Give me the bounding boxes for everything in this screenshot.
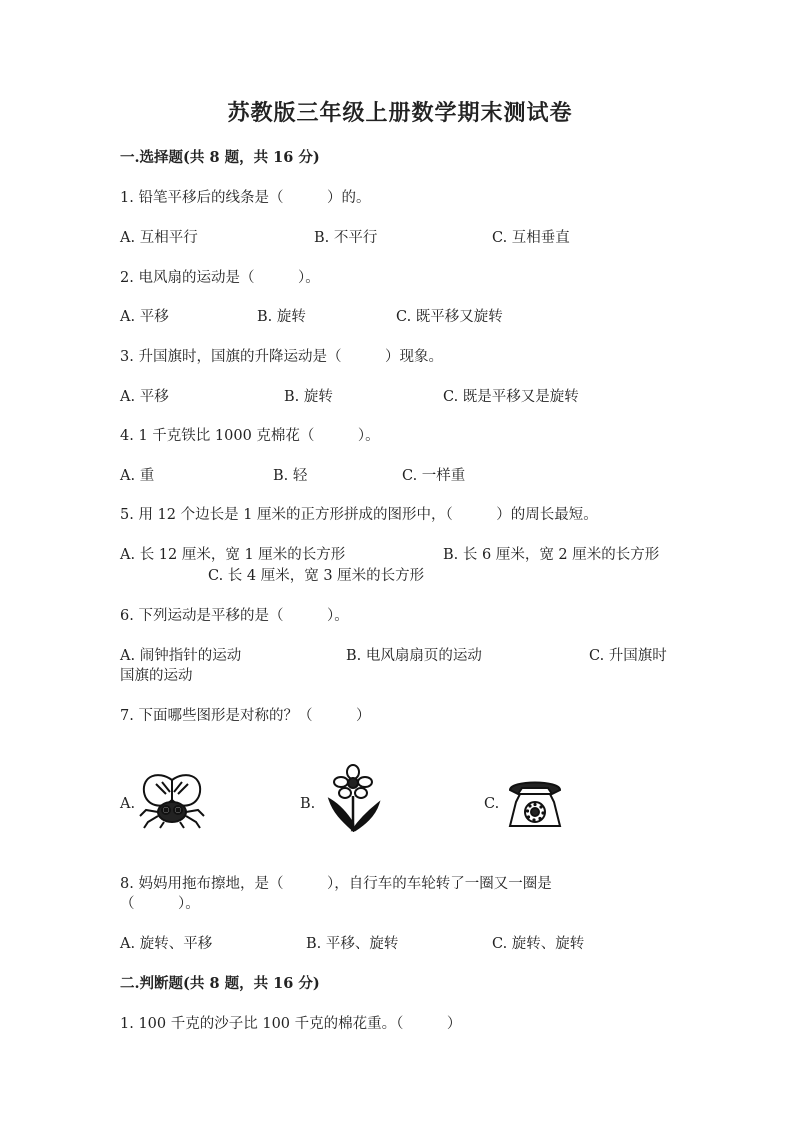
question-6-option-b: B. 电风扇扇页的运动 [346, 648, 482, 664]
telephone-icon [506, 776, 564, 830]
question-1-option-a: A. 互相平行 [120, 230, 198, 246]
question-8-option-a: A. 旋转、平移 [120, 936, 213, 952]
question-7-option-b: B. [300, 796, 316, 812]
question-7-stem: 7. 下面哪些图形是对称的？（ ） [120, 708, 371, 724]
question-5-option-a: A. 长 12 厘米，宽 1 厘米的长方形 [120, 547, 346, 563]
question-3-option-a: A. 平移 [120, 389, 169, 405]
insect-icon [136, 770, 208, 830]
page-title: 苏教版三年级上册数学期末测试卷 [227, 100, 573, 126]
question-6-option-c: C. 升国旗时 [589, 648, 667, 664]
question-4-option-a: A. 重 [120, 468, 155, 484]
question-3-stem: 3. 升国旗时，国旗的升降运动是（ ）现象。 [120, 349, 443, 365]
flower-icon [322, 764, 384, 832]
question-4-stem: 4. 1 千克铁比 1000 克棉花（ ）。 [120, 428, 380, 444]
question-4-option-b: B. 轻 [273, 468, 308, 484]
question-5-option-b: B. 长 6 厘米，宽 2 厘米的长方形 [443, 547, 660, 563]
question-7-option-a: A. [120, 796, 136, 812]
question-8-stem-continued: （ ）。 [120, 896, 200, 912]
question-5-stem: 5. 用 12 个边长是 1 厘米的正方形拼成的图形中，（ ）的周长最短。 [120, 507, 598, 523]
question-8-stem: 8. 妈妈用拖布擦地，是（ ），自行车的车轮转了一圈又一圈是 [120, 876, 552, 892]
question-6-stem: 6. 下列运动是平移的是（ ）。 [120, 608, 349, 624]
question-6-option-c-continued: 国旗的运动 [120, 668, 193, 684]
question-2-option-b: B. 旋转 [257, 309, 306, 325]
judgment-1-stem: 1. 100 千克的沙子比 100 千克的棉花重。（ ） [120, 1016, 462, 1032]
question-8-option-c: C. 旋转、旋转 [492, 936, 585, 952]
question-8-option-b: B. 平移、旋转 [306, 936, 399, 952]
question-7-option-c: C. [484, 796, 500, 812]
question-2-stem: 2. 电风扇的运动是（ ）。 [120, 270, 320, 286]
question-2-option-c: C. 既平移又旋转 [396, 309, 503, 325]
section-heading-judgment: 二.判断题(共 8 题，共 16 分) [120, 975, 320, 992]
question-1-option-b: B. 不平行 [314, 230, 378, 246]
question-3-option-b: B. 旋转 [284, 389, 333, 405]
question-2-option-a: A. 平移 [120, 309, 169, 325]
question-6-option-a: A. 闹钟指针的运动 [120, 648, 242, 664]
question-1-stem: 1. 铅笔平移后的线条是（ ）的。 [120, 190, 371, 206]
question-1-option-c: C. 互相垂直 [492, 230, 570, 246]
section-heading-choice: 一.选择题(共 8 题，共 16 分) [120, 149, 320, 166]
question-5-option-c: C. 长 4 厘米，宽 3 厘米的长方形 [208, 568, 425, 584]
question-4-option-c: C. 一样重 [402, 468, 466, 484]
question-3-option-c: C. 既是平移又是旋转 [443, 389, 579, 405]
